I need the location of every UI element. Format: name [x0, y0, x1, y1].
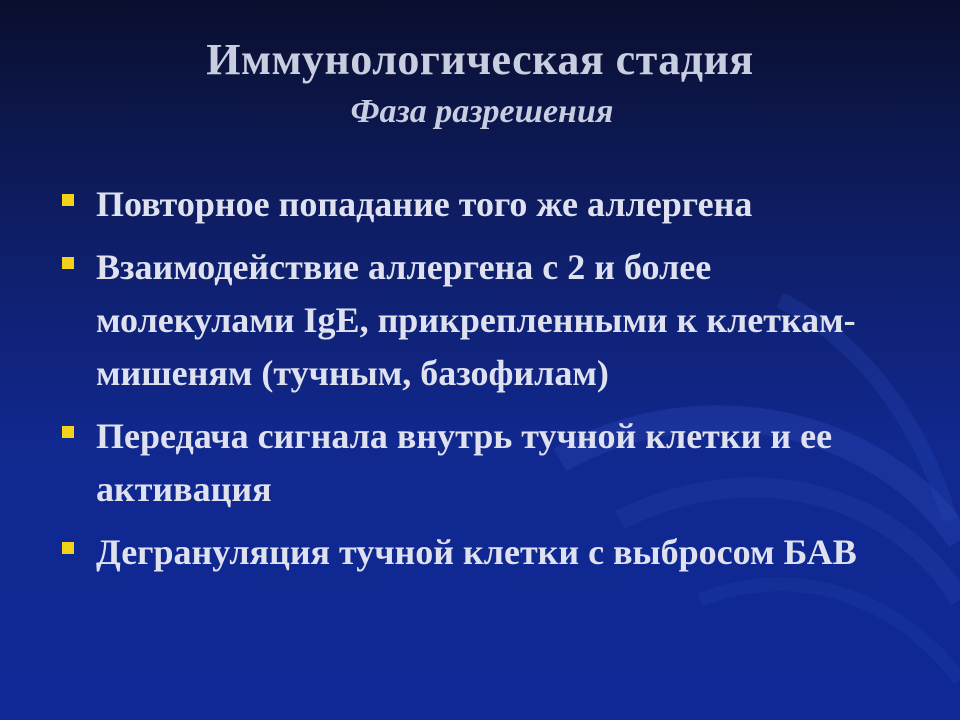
bullet-text: Дегрануляция тучной клетки с выбросом БАВ — [96, 532, 857, 572]
bullet-text: Повторное попадание того же аллергена — [96, 184, 753, 224]
bullet-item — [60, 178, 910, 231]
square-bullet-icon — [62, 426, 74, 438]
square-bullet-icon — [62, 257, 74, 269]
bullet-list — [60, 178, 910, 589]
slide-subtitle: Фаза разрешения — [350, 93, 614, 130]
square-bullet-icon — [62, 194, 74, 206]
square-bullet-icon — [62, 542, 74, 554]
slide-title: Иммунологическая стадия — [206, 35, 754, 84]
bullet-text: Взаимодействие аллергена с 2 и более молекулами IgE, прикрепленными к клеткам-мишеням (тучным, базофилам) — [96, 247, 856, 393]
bullet-item — [60, 241, 910, 400]
bullet-item — [60, 526, 910, 579]
bullet-item — [60, 410, 910, 516]
title-block — [0, 32, 960, 136]
bullet-text: Передача сигнала внутрь тучной клетки и ее активация — [96, 416, 833, 509]
